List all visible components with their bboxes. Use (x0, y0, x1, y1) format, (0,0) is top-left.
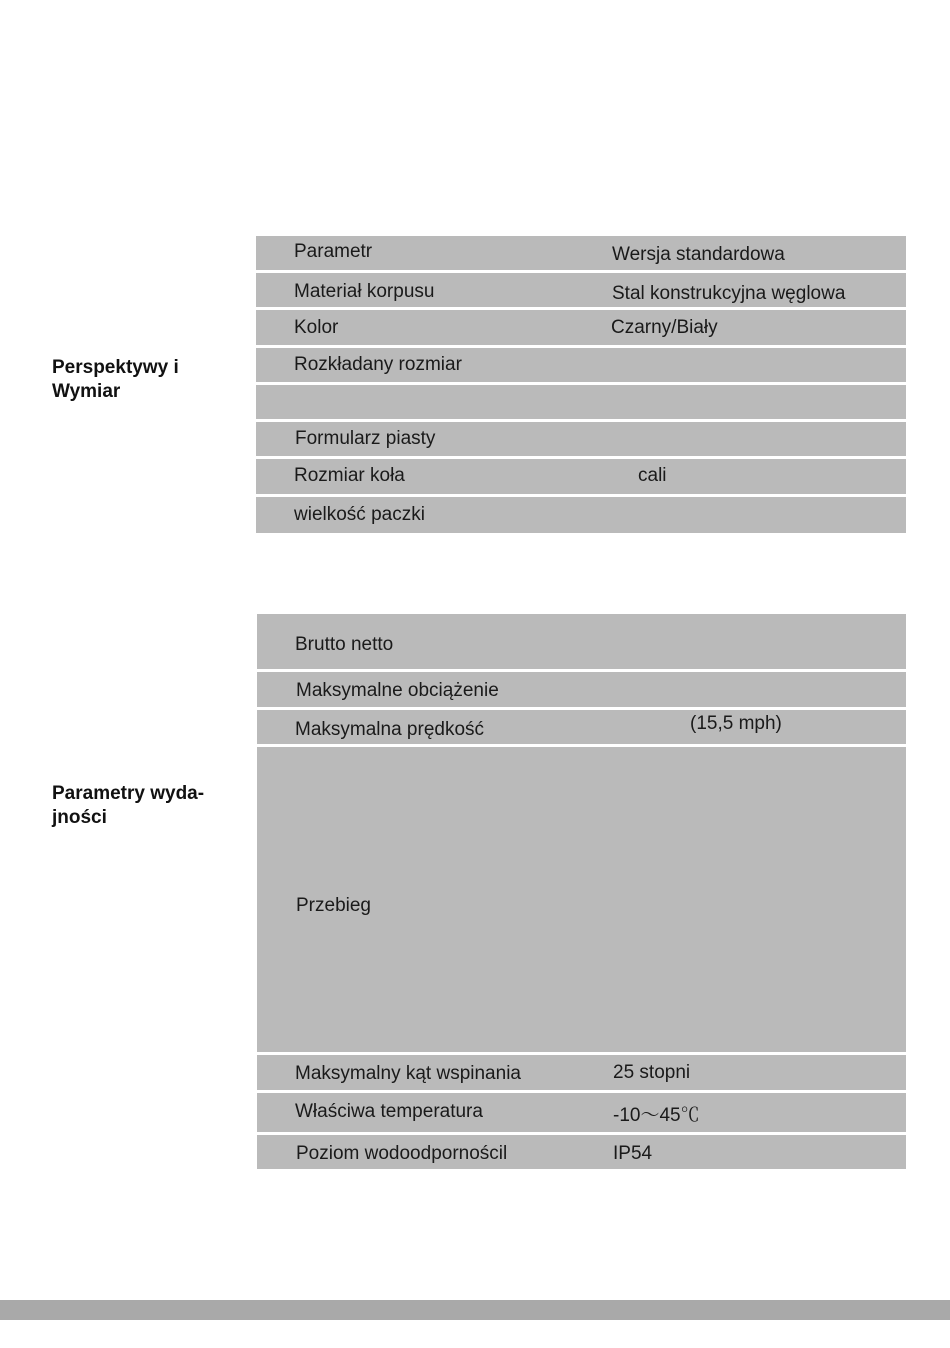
row-label: Kolor (294, 317, 339, 338)
table-row (256, 422, 906, 456)
section-title-line: jności (52, 807, 107, 828)
row-label: Właściwa temperatura (295, 1101, 483, 1122)
table-row (256, 497, 906, 533)
table-row (257, 710, 906, 744)
table-row (257, 1093, 906, 1132)
section-title-dimensions (52, 356, 179, 404)
row-value: Wersja standardowa (612, 244, 785, 265)
row-label: Maksymalna prędkość (295, 719, 485, 740)
row-label: Brutto netto (295, 634, 394, 655)
row-value: 25 stopni (613, 1062, 691, 1083)
row-value: -10～45℃ (613, 1105, 700, 1126)
section-title-line: Wymiar (52, 381, 121, 402)
row-value: IP54 (613, 1143, 653, 1164)
table-row (257, 1135, 906, 1169)
row-label: Rozkładany rozmiar (294, 354, 462, 375)
table-row (257, 672, 906, 707)
table-row (256, 236, 906, 270)
footer-bar (0, 1300, 950, 1320)
row-value: Stal konstrukcyjna węglowa (612, 283, 846, 304)
table-row (256, 385, 906, 419)
row-label: Przebieg (296, 895, 371, 916)
row-label: wielkość paczki (294, 504, 425, 525)
row-label: Poziom wodoodpornościl (296, 1143, 508, 1164)
section-title-line: Perspektywy i (52, 357, 179, 378)
section-title-performance (52, 782, 204, 830)
section-title-line: Parametry wyda- (52, 783, 205, 804)
table-row (256, 348, 906, 382)
row-label: Maksymalne obciążenie (296, 680, 499, 701)
table-row (256, 310, 906, 345)
row-value: Czarny/Biały (611, 317, 718, 338)
table-row (257, 614, 906, 669)
row-label: Maksymalny kąt wspinania (295, 1063, 521, 1084)
row-label: Rozmiar koła (294, 465, 405, 486)
row-label: Parametr (294, 241, 373, 262)
table-row (257, 1055, 906, 1090)
row-value: (15,5 mph) (690, 713, 782, 734)
dimensions-table (256, 236, 906, 533)
performance-table (257, 614, 906, 1169)
table-row (256, 273, 906, 307)
table-row (257, 747, 906, 1052)
row-label: Formularz piasty (295, 428, 436, 449)
row-value: cali (638, 465, 667, 486)
row-label: Materiał korpusu (294, 281, 435, 302)
table-row (256, 459, 906, 494)
